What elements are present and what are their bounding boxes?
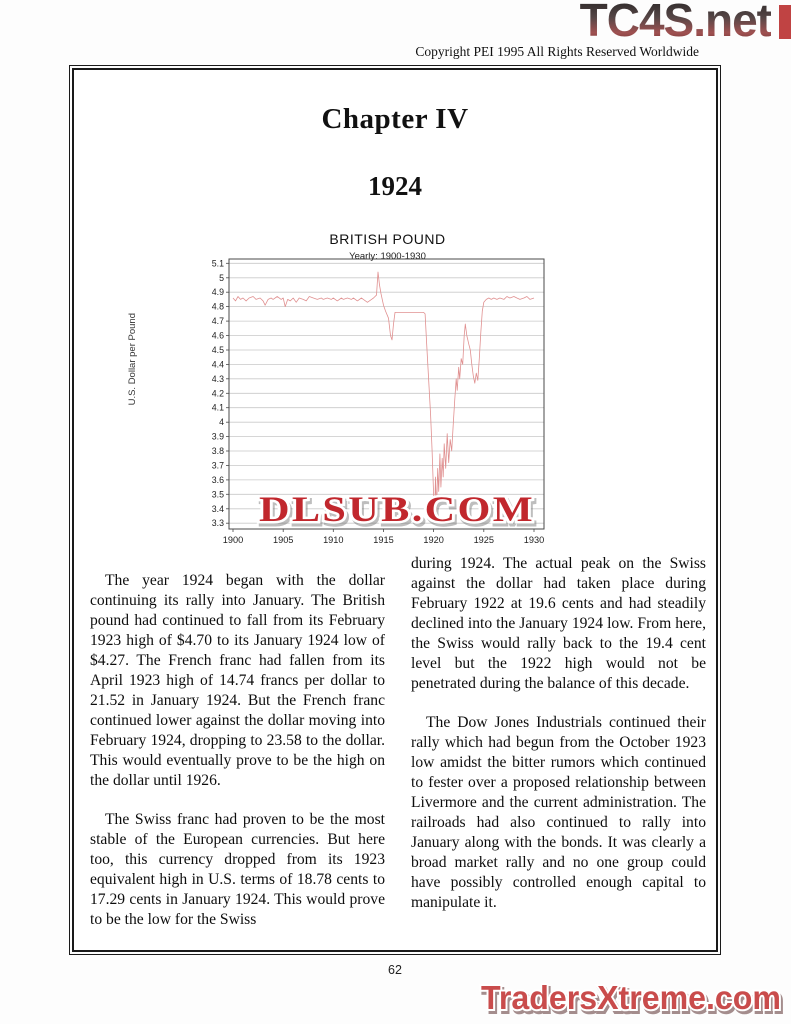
svg-text:4.3: 4.3	[211, 373, 224, 384]
svg-text:4.7: 4.7	[211, 316, 224, 327]
svg-text:4.8: 4.8	[211, 301, 224, 312]
chart-y-axis-label: U.S. Dollar per Pound	[127, 313, 138, 406]
svg-text:3.7: 3.7	[211, 460, 224, 471]
svg-text:3.9: 3.9	[211, 431, 224, 442]
svg-text:1910: 1910	[323, 535, 344, 545]
svg-text:4.2: 4.2	[211, 388, 224, 399]
corner-red-mark	[779, 5, 791, 39]
article-left-column	[90, 554, 385, 949]
page-number: 62	[388, 963, 402, 977]
svg-text:3.8: 3.8	[211, 446, 224, 456]
tc4s-logo: TC4S.net	[580, 0, 771, 43]
svg-text:1925: 1925	[473, 535, 495, 545]
svg-text:1900: 1900	[222, 535, 244, 545]
svg-text:1930: 1930	[523, 535, 545, 545]
paragraph: The Swiss franc had proven to be the most stable of the European currencies. But here too, this currency dropped from its 1923 equivalent high in U.S. terms of 18.78 cents to 17.29 cents in January 1924. This would prove to be the low for the Swiss	[90, 811, 385, 928]
svg-text:5: 5	[219, 272, 224, 283]
svg-text:4.6: 4.6	[211, 330, 224, 341]
chart-title: BRITISH POUND	[329, 231, 446, 247]
svg-text:3.3: 3.3	[211, 518, 224, 529]
svg-text:4.5: 4.5	[211, 345, 224, 355]
paragraph: during 1924. The actual peak on the Swiss against the dollar had taken place during February 1922 at 19.6 cents and had steadily declined into the January 1924 low. From here, the Swiss would rally back to the 19.4 cent level but the 1922 high would not be penetrated during the balance of this decade.	[411, 555, 706, 692]
copyright-notice: Copyright PEI 1995 All Rights Reserved Worldwide	[415, 44, 699, 59]
svg-text:4: 4	[219, 417, 224, 428]
paragraph: The year 1924 began with the dollar continuing its rally into January. The British pound had continued to fall from its February 1923 high of $4.70 to its January 1924 low of $4.27. The French franc had fallen from its April 1923 high of 14.74 francs per dollar to 21.52 in January 1924. But the French franc continued lower against the dollar moving into February 1924, dropping to 23.58 to the dollar. This would eventually prove to be the high on the dollar until 1926.	[90, 572, 385, 789]
svg-text:1905: 1905	[272, 535, 294, 545]
dlsub-watermark	[250, 486, 544, 532]
svg-text:1915: 1915	[373, 535, 394, 545]
svg-text:3.4: 3.4	[211, 503, 224, 514]
page-border	[72, 68, 718, 952]
year-title: 1924	[368, 171, 422, 201]
svg-text:3.6: 3.6	[211, 474, 224, 485]
chart-subtitle: Yearly: 1900-1930	[349, 251, 426, 262]
tradersxtreme-logo	[474, 975, 788, 1021]
svg-text:4.9: 4.9	[211, 287, 224, 298]
dlsub-watermark-text: DLSUB.COM	[259, 489, 535, 529]
svg-text:5.1: 5.1	[211, 258, 224, 269]
svg-text:4.4: 4.4	[211, 359, 224, 370]
paragraph: The Dow Jones Industrials continued their rally which had begun from the October 1923 low amidst the bitter rumors which continued to fester over a proposed relationship between Livermore and the current administration. The railroads had also continued to rally into January along with the bonds. It was clearly a broad market rally and no one group could have possibly controlled enough capital to manipulate it.	[411, 714, 706, 911]
chapter-title: Chapter IV	[321, 103, 469, 135]
article-right-column	[411, 554, 706, 949]
svg-text:1920: 1920	[423, 535, 444, 545]
svg-text:4.1: 4.1	[211, 402, 224, 413]
tradersxtreme-logo-text: TradersXtreme.com	[481, 979, 781, 1016]
article-columns	[90, 554, 706, 949]
svg-text:3.5: 3.5	[211, 489, 224, 500]
